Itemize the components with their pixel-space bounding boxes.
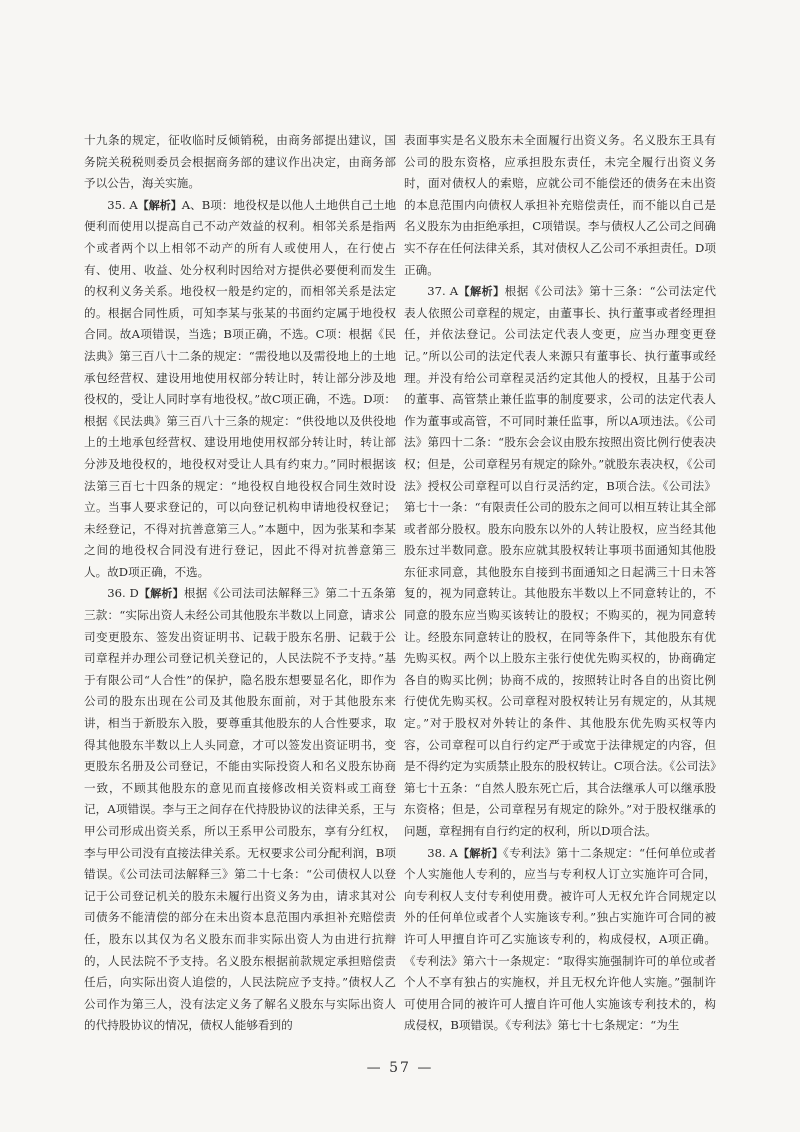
page-number: — 57 — <box>366 1060 434 1076</box>
answer-35-number: 35. A <box>107 197 138 212</box>
answer-37-text: 根据《公司法》第十三条：“公司法定代表人依照公司章程的规定，由董事长、执行董事或者经理担任，并依法登记。公司法定代表人变更，应当办理变更登记。”所以公司的法定代表人来源只有董事长、执行董事或经理。并没有给公司章程灵活约定其他人的授权，且基于公司的董事、高管禁止兼任监事的制度要求，公司的法定代表人作为董事或高管，不可同时兼任监事，所以A项违法。《公司法》第四十二条：“股东会会议由股东按照出资比例行使表决权；但是，公司章程另有规定的除外。”就股东表决权，《公司法》授权公司章程可以自行灵活约定，B项合法。《公司法》第七十一条：“有限责任公司的股东之间可以相互转让其全部或者部分股权。股东向股东以外的人转让股权，应当经其他股东过半数同意。股东应就其股权转让事项书面通知其他股东征求同意，其他股东自接到书面通知之日起满三十日未答复的，视为同意转让。其他股东半数以上不同意转让的，不同意的股东应当购买该转让的股权；不购买的，视为同意转让。经股东同意转让的股权，在同等条件下，其他股东有优先购买权。两个以上股东主张行使优先购买权的，协商确定各自的购买比例；协商不成的，按照转让时各自的出资比例行使优先购买权。公司章程对股权转让另有规定的，从其规定。”对于股权对外转让的条件、其他股东优先购买权等内容，公司章程可以自行约定严于或宽于法律规定的内容，但是不得约定为实质禁止股东的股权转让。C项合法。《公司法》第七十五条：“自然人股东死亡后，其合法继承人可以继承股东资格；但是，公司章程另有规定的除外。”对于股权继承的问题，章程拥有自行约定的权利，所以D项合法。 <box>404 284 717 838</box>
answer-37-number: 37. A <box>427 284 459 299</box>
paragraph-continued-right: 表面事实是名义股东未全面履行出资义务。名义股东王具有公司的股东资格，应承担股东责任，未完全履行出资义务时，面对债权人的索赔，应就公司不能偿还的债务在未出资的本息范围内向债权人承担补充赔偿责任，而不能以自己是名义股东为由拒绝承担，C项错误。李与债权人乙公司之间确实不存在任何法律关系，其对债权人乙公司不承担责任。D项正确。 <box>404 133 716 277</box>
answer-37 <box>404 281 716 842</box>
answer-38-text: 《专利法》第十二条规定：“任何单位或者个人实施他人专利的，应当与专利权人订立实施许可合同，向专利权人支付专利使用费。被许可人无权允许合同规定以外的任何单位或者个人实施该专利。”独占实施许可合同的被许可人甲擅自许可乙实施该专利的，构成侵权，A项正确。《专利法》第六十一条规定：“取得实施强制许可的单位或者个人不享有独占的实施权，并且无权允许他人实施。”强制许可使用合同的被许可人擅自许可他人实施该专利技术的，构成侵权，B项错误。《专利法》第七十七条规定：“为生 <box>404 845 717 1033</box>
answer-38-tag: 【解析】 <box>457 846 504 860</box>
answer-35 <box>84 195 396 584</box>
answer-35-text: A、B项：地役权是以他人土地供自己土地便利而使用以提高自己不动产效益的权利。相邻关系是指两个或者两个以上相邻不动产的所有人或使用人，在行使占有、使用、收益、处分权利时因给对方提供必要便利而发生的权利义务关系。地役权一般是约定的，而相邻关系是法定的。根据合同性质，可知李某与张某的书面约定属于地役权合同。故A项错误，当选；B项正确，不选。C项：根据《民法典》第三百八十二条的规定：“需役地以及需役地上的土地承包经营权、建设用地使用权部分转让时，转让部分涉及地役权的，受让人同时享有地役权。”故C项正确，不选。D项：根据《民法典》第三百八十三条的规定：“供役地以及供役地上的土地承包经营权、建设用地使用权部分转让时，转让部分涉及地役权的，地役权对受让人具有约束力。”同时根据该法第三百七十四条的规定：“地役权自地役权合同生效时设立。当事人要求登记的，可以向登记机构申请地役权登记；未经登记，不得对抗善意第三人。”本题中，因为张某和李某之间的地役权合同没有进行登记，因此不得对抗善意第三人。故D项正确，不选。 <box>84 197 397 579</box>
answer-38-number: 38. A <box>427 845 458 860</box>
answer-37-tag: 【解析】 <box>458 285 505 299</box>
answer-36-tag: 【解析】 <box>138 587 184 601</box>
answer-36-number: 36. D <box>107 586 139 601</box>
answer-35-tag: 【解析】 <box>137 198 182 212</box>
answer-38 <box>404 843 716 1037</box>
paragraph-continued: 十九条的规定，征收临时反倾销税，由商务部提出建议，国务院关税税则委员会根据商务部的建议作出决定，由商务部予以公告，海关实施。 <box>84 133 396 191</box>
answer-36 <box>84 583 396 1036</box>
answer-36-text: 根据《公司法司法解释三》第二十五条第三款：“实际出资人未经公司其他股东半数以上同意，请求公司变更股东、签发出资证明书、记载于股东名册、记载于公司章程并办理公司登记机关登记的，人民法院不予支持。”基于有限公司“人合性”的保护，隐名股东想要显名化，即作为公司的股东出现在公司及其他股东面前，对于其他股东来讲，相当于新股东入股，要尊重其他股东的人合性要求，取得其他股东半数以上人头同意，才可以签发出资证明书，变更股东名册及公司登记，不能由实际投资人和名义股东协商一致，不顾其他股东的意见而直接修改相关资料或工商登记，A项错误。李与王之间存在代持股协议的法律关系，王与甲公司形成出资关系，所以王系甲公司股东，享有分红权，李与甲公司没有直接法律关系。无权要求公司分配利润，B项错误。《公司法司法解释三》第二十七条：“公司债权人以登记于公司登记机关的股东未履行出资义务为由，请求其对公司债务不能清偿的部分在未出资本息范围内承担补充赔偿责任，股东以其仅为名义股东而非实际出资人为由进行抗辩的，人民法院不予支持。名义股东根据前款规定承担赔偿责任后，向实际出资人追偿的，人民法院应予支持。”债权人乙公司作为第三人，没有法定义务了解名义股东与实际出资人的代持股协议的情况，债权人能够看到的 <box>84 586 396 1033</box>
left-column <box>84 130 396 1037</box>
right-column <box>404 130 716 1037</box>
